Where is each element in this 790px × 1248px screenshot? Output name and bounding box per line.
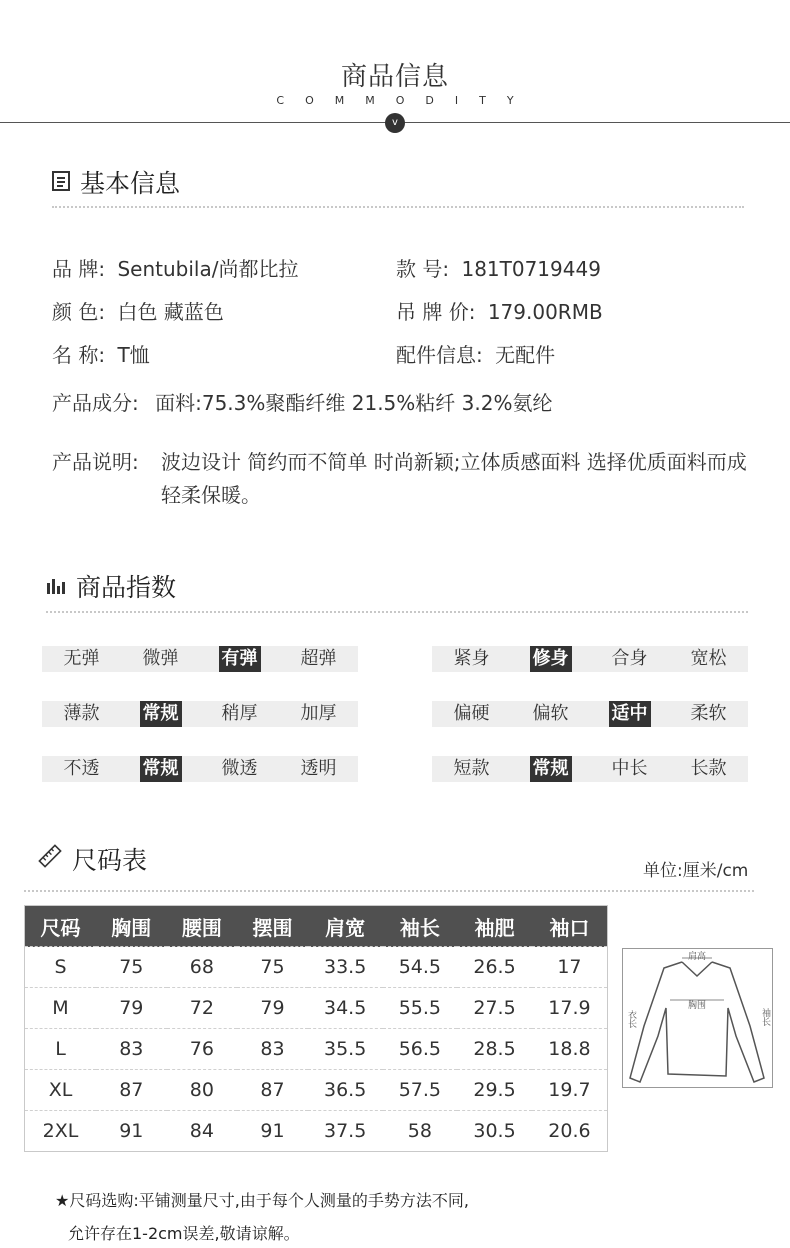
index-option-label: 不透 (63, 758, 100, 779)
index-option-selected (590, 701, 669, 727)
table-row (25, 988, 608, 1029)
price-label: 吊 牌 价: (396, 300, 476, 324)
table-cell: 58 (383, 1111, 458, 1152)
index-option (121, 646, 200, 672)
index-option-label: 常规 (530, 756, 572, 782)
index-option-label: 加厚 (300, 703, 337, 724)
index-option-label: 紧身 (453, 648, 490, 669)
table-cell: 30.5 (457, 1111, 532, 1152)
column-header: 袖长 (383, 906, 458, 947)
index-option-label: 偏软 (532, 703, 569, 724)
table-cell: 68 (167, 947, 238, 988)
table-cell: 37.5 (308, 1111, 383, 1152)
table-cell: S (25, 947, 96, 988)
ruler-icon (38, 844, 62, 874)
table-cell: 72 (167, 988, 238, 1029)
table-row (25, 947, 608, 988)
index-option (669, 756, 748, 782)
index-option (590, 756, 669, 782)
table-row (25, 1070, 608, 1111)
accessory-row (396, 339, 555, 368)
table-cell: 18.8 (532, 1029, 608, 1070)
index-option-label: 偏硬 (453, 703, 490, 724)
index-row (42, 701, 358, 727)
table-cell: 91 (96, 1111, 167, 1152)
page-title: 商品信息 (340, 62, 449, 92)
color-value: 白色 藏蓝色 (117, 300, 224, 324)
index-option (432, 756, 511, 782)
index-option-label: 适中 (609, 701, 651, 727)
index-option (42, 646, 121, 672)
brand-row (52, 253, 298, 282)
size-chart-title: 尺码表 (72, 846, 148, 875)
name-row (52, 339, 150, 368)
accessory-label: 配件信息: (396, 343, 483, 367)
table-cell: 56.5 (383, 1029, 458, 1070)
basic-info-heading (52, 164, 180, 200)
table-cell: 54.5 (383, 947, 458, 988)
table-cell: M (25, 988, 96, 1029)
table-cell: 34.5 (308, 988, 383, 1029)
table-cell: 19.7 (532, 1070, 608, 1111)
index-option (432, 701, 511, 727)
index-row (432, 701, 748, 727)
color-row (52, 296, 224, 325)
index-option-label: 柔软 (690, 703, 727, 724)
diagram-label-sleeve: 袖长 (760, 1008, 770, 1026)
index-option-selected (511, 646, 590, 672)
index-option-selected (511, 756, 590, 782)
index-option (200, 701, 279, 727)
table-cell: 29.5 (457, 1070, 532, 1111)
accessory-value: 无配件 (495, 343, 556, 367)
unit-label: 单位:厘米/cm (643, 861, 749, 881)
page-subtitle: COMMODITY (276, 94, 535, 107)
index-option-label: 稍厚 (221, 703, 258, 724)
name-value: T恤 (117, 343, 150, 367)
index-option (42, 756, 121, 782)
index-option (279, 701, 358, 727)
table-cell: 35.5 (308, 1029, 383, 1070)
index-row (42, 646, 358, 672)
column-header: 袖口 (532, 906, 608, 947)
price-value: 179.00RMB (487, 300, 603, 324)
diagram-label-shoulder: 肩高 (687, 952, 707, 962)
table-cell: 83 (96, 1029, 167, 1070)
index-option-selected (121, 756, 200, 782)
index-option-selected (121, 701, 200, 727)
table-cell: 84 (167, 1111, 238, 1152)
divider (24, 890, 754, 892)
table-cell: L (25, 1029, 96, 1070)
table-cell: 26.5 (457, 947, 532, 988)
table-cell: 79 (96, 988, 167, 1029)
name-label: 名 称: (52, 343, 106, 367)
index-row (432, 756, 748, 782)
index-option-label: 合身 (611, 648, 648, 669)
table-cell: 76 (167, 1029, 238, 1070)
bar-chart-icon (46, 572, 66, 601)
price-row (396, 296, 603, 325)
column-header: 肩宽 (308, 906, 383, 947)
index-option (42, 701, 121, 727)
column-header: 腰围 (167, 906, 238, 947)
table-cell: 36.5 (308, 1070, 383, 1111)
table-cell: 33.5 (308, 947, 383, 988)
diagram-label-length: 衣长 (626, 1010, 636, 1028)
garment-diagram (622, 948, 773, 1088)
size-table-header (25, 906, 608, 947)
color-label: 颜 色: (52, 300, 106, 324)
column-header: 尺码 (25, 906, 96, 947)
size-chart-heading (38, 841, 147, 877)
table-cell: 57.5 (383, 1070, 458, 1111)
index-option-label: 宽松 (690, 648, 727, 669)
index-row (432, 646, 748, 672)
table-cell: 83 (237, 1029, 308, 1070)
composition-label: 产品成分: (52, 391, 139, 415)
index-option-label: 修身 (530, 646, 572, 672)
index-option (511, 701, 590, 727)
style-row (396, 253, 601, 282)
index-option-label: 常规 (140, 701, 182, 727)
table-row (25, 1029, 608, 1070)
basic-info-title: 基本信息 (80, 169, 181, 198)
index-option-label: 透明 (300, 758, 337, 779)
brand-value: Sentubila/尚都比拉 (117, 257, 299, 281)
index-option-label: 薄款 (63, 703, 100, 724)
table-cell: 79 (237, 988, 308, 1029)
table-cell: 20.6 (532, 1111, 608, 1152)
brand-label: 品 牌: (52, 257, 106, 281)
index-option (669, 701, 748, 727)
table-cell: 55.5 (383, 988, 458, 1029)
document-icon (52, 168, 70, 197)
index-option (590, 646, 669, 672)
table-row (25, 1111, 608, 1152)
composition-value: 面料:75.3%聚酯纤维 21.5%粘纤 3.2%氨纶 (155, 391, 553, 415)
table-cell: 91 (237, 1111, 308, 1152)
index-option-label: 短款 (453, 758, 490, 779)
table-cell: 17.9 (532, 988, 608, 1029)
table-cell: 87 (96, 1070, 167, 1111)
index-option-label: 超弹 (300, 648, 337, 669)
divider (52, 206, 744, 208)
table-cell: 28.5 (457, 1029, 532, 1070)
table-cell: 87 (237, 1070, 308, 1111)
table-cell: 75 (237, 947, 308, 988)
index-option (279, 756, 358, 782)
composition-row (52, 387, 552, 416)
index-option-label: 常规 (140, 756, 182, 782)
diagram-label-chest: 胸围 (687, 1001, 707, 1011)
measure-note-line1: ★尺码选购:平铺测量尺寸,由于每个人测量的手势方法不同, (55, 1191, 469, 1210)
style-label: 款 号: (396, 257, 450, 281)
chevron-down-icon: v (385, 113, 405, 133)
index-option (279, 646, 358, 672)
index-option (669, 646, 748, 672)
index-option-label: 无弹 (63, 648, 100, 669)
measure-note-line2: 允许存在1-2cm误差,敬请谅解。 (68, 1224, 300, 1243)
table-cell: 27.5 (457, 988, 532, 1029)
product-index-heading (46, 568, 176, 604)
column-header: 摆围 (237, 906, 308, 947)
product-index-title: 商品指数 (76, 573, 177, 602)
index-option-label: 有弹 (219, 646, 261, 672)
table-cell: 80 (167, 1070, 238, 1111)
index-row (42, 756, 358, 782)
table-cell: XL (25, 1070, 96, 1111)
table-cell: 2XL (25, 1111, 96, 1152)
index-option (432, 646, 511, 672)
index-option-selected (200, 646, 279, 672)
column-header: 袖肥 (457, 906, 532, 947)
index-option-label: 微透 (221, 758, 258, 779)
table-cell: 17 (532, 947, 608, 988)
index-option-label: 微弹 (142, 648, 179, 669)
style-value: 181T0719449 (461, 257, 601, 281)
description-label: 产品说明: (52, 450, 139, 474)
index-option-label: 中长 (611, 758, 648, 779)
table-cell: 75 (96, 947, 167, 988)
size-table (24, 905, 608, 1152)
index-option (200, 756, 279, 782)
description-text: 波边设计 简约而不简单 时尚新颖;立体质感面料 选择优质面料而成 轻柔保暖。 (161, 450, 747, 507)
column-header: 胸围 (96, 906, 167, 947)
divider (46, 611, 748, 613)
index-option-label: 长款 (690, 758, 727, 779)
